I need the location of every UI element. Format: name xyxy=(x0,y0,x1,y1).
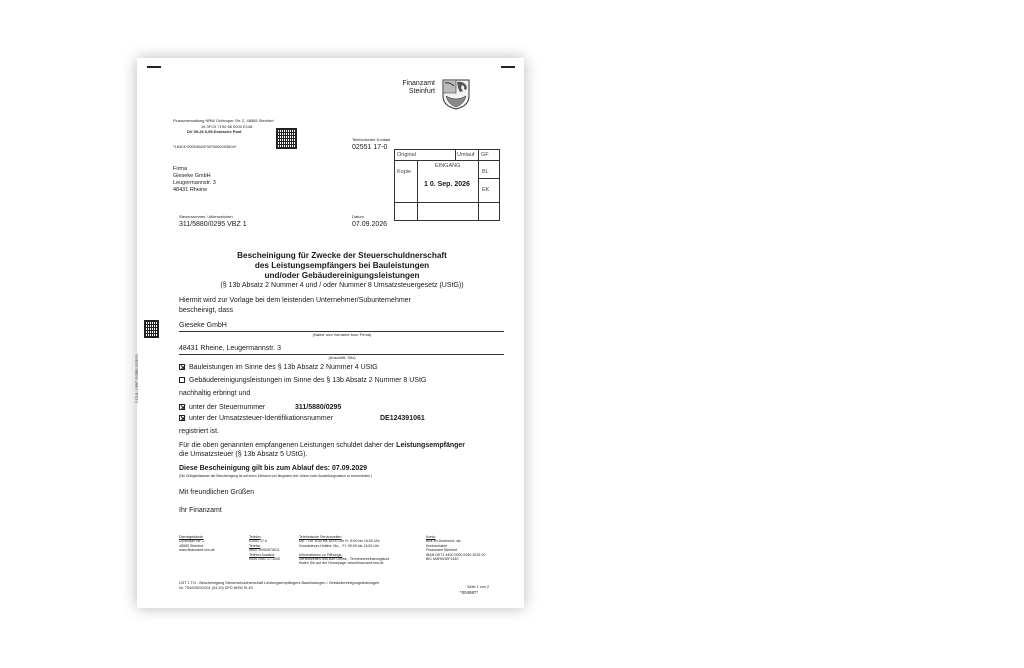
stamp-ek: EK xyxy=(482,187,490,193)
checkbox-cleaning[interactable] xyxy=(179,377,185,383)
intro-line-1: Hiermit wird zur Vorlage bei dem leistenden Unternehmer/Subunternehmer xyxy=(179,297,411,304)
office-city: Steinfurt xyxy=(408,88,435,95)
footer-intl-phone: 0049 2551 17-1200 xyxy=(249,557,281,562)
footer-service-hours: Mo. - Do. 8:00 bis 18:00 Uhr Fr. 8:00 bis 16:00 Uhr xyxy=(299,539,380,544)
nrw-horse-crest-icon xyxy=(440,78,472,110)
stamp-umlauf: Umlauf xyxy=(457,152,475,158)
footer-bank-heading: Konto xyxy=(426,535,436,539)
company-name: Gieseke GmbH xyxy=(179,322,227,329)
title-line-4: (§ 13b Absatz 2 Nummer 4 und / oder Nummer 8 Umsatzsteuergesetz (UStG)) xyxy=(220,282,464,289)
stamp-bl: BL xyxy=(482,169,489,175)
form-id-line-1: UST 1 TG - Bescheinigung Steuerschuldnerschaft Leistungsempfängers Bauleistungen / Gebäudereinigungsleistungen xyxy=(179,581,380,585)
fold-mark-right xyxy=(501,66,515,68)
footer-column-service xyxy=(299,535,389,566)
title-line-2: des Leistungsempfängers bei Bauleistungen xyxy=(254,261,430,270)
checkbox-tax-number[interactable] xyxy=(179,404,185,410)
tax-number-value: 311/5880/0295 VBZ 1 xyxy=(179,221,247,228)
option-construction xyxy=(179,364,378,372)
footer-address-street: Ochtruper Str. 2 xyxy=(179,539,205,544)
footer-bic: BIC MARKDEF1440 xyxy=(426,557,459,562)
sender-address-line: Finanzverwaltung NRW Ochtruper Str. 2, 48565 Steinfurt xyxy=(173,118,274,123)
title-line-3: und/oder Gebäudereinigungsleistungen xyxy=(264,271,420,280)
liability-line-2: die Umsatzsteuer (§ 13b Absatz 5 UStG). xyxy=(179,451,308,458)
checkbox-construction[interactable] xyxy=(179,364,185,370)
recipient-line-1: Firma xyxy=(173,166,188,172)
office-name: Finanzamt xyxy=(402,80,435,87)
form-id-line-2: Nr. 754/035/V2001 (04.20) DFD NRW St 45 xyxy=(179,586,253,590)
footer-holder-label: Kontoinhaber xyxy=(426,543,448,548)
contact-phone: 02551 17-0 xyxy=(352,144,388,151)
receipt-stamp xyxy=(394,149,500,221)
liability-line-1 xyxy=(179,442,465,450)
liability-recipient: Leistungsempfänger xyxy=(396,442,466,449)
vat-id-label: unter der Umsatzsteuer-Identifikationsnummer xyxy=(189,415,333,422)
stamp-gf: GF xyxy=(481,152,489,158)
provided-text: nachhaltig erbringt und xyxy=(179,390,251,397)
page-code: *004987* xyxy=(460,590,479,595)
side-datamatrix-code xyxy=(144,320,159,338)
contact-label: Telefonischer Kontakt xyxy=(352,137,391,142)
tax-number-label: Steuernummer / Aktenzeichen xyxy=(179,214,233,219)
footer-address-heading: Dienstgebäude xyxy=(179,535,204,539)
footer-column-address xyxy=(179,535,215,553)
footer-address-web: www.finanzamt.nrw.de xyxy=(179,548,215,553)
stamp-original: Original xyxy=(397,152,416,158)
footer-hotline: Grundsteuer-Hotline: Mo. - Fr. 09:00 bis 13:00 Uhr xyxy=(299,543,380,548)
footer-iban: IBAN DE71 4400 0000 0040 3015 00 xyxy=(426,552,486,557)
company-caption: (Name und Vorname bzw. Firma) xyxy=(312,332,372,337)
page-number: Seite 1 von 2 xyxy=(467,585,490,589)
postal-barcode-text: *16401*00003604*00*5000003604* xyxy=(173,144,237,149)
option-vat-id xyxy=(179,415,333,423)
company-address: 48431 Rheine, Leugermannstr. 3 xyxy=(179,345,281,352)
recipient-line-4: 48431 Rheine xyxy=(173,187,208,193)
footer-fax: 0800 10092675011 xyxy=(249,548,280,553)
option-cleaning xyxy=(179,377,426,385)
datamatrix-code xyxy=(276,128,297,149)
tax-number-option-value: 311/5880/0295 xyxy=(295,404,342,411)
footer-address-city: 48565 Steinfurt xyxy=(179,543,204,548)
recipient-line-3: Leugermannstr. 3 xyxy=(173,180,216,186)
footer-column-phone xyxy=(249,535,280,561)
postal-line: DV 09.26 0,95 Deutsche Post xyxy=(187,129,242,134)
validity-text: Diese Bescheinigung gilt bis zum Ablauf des: 07.09.2029 xyxy=(179,465,368,472)
signature: Ihr Finanzamt xyxy=(179,507,222,514)
footer-column-bank xyxy=(426,535,485,561)
footer-holder: Finanzamt Steinfurt xyxy=(426,548,458,553)
date-label: Datum xyxy=(352,214,364,219)
footer-intl-heading: Telefon Ausland xyxy=(249,552,275,557)
footer-bank-name: BBk eh Dortmund -alt- xyxy=(426,539,462,544)
postal-code-line: 16 3FC9 7190 66 0000 E148 xyxy=(201,124,253,129)
footer-service-heading: Telefonische Servicezeiten xyxy=(299,535,342,539)
option-tax-number xyxy=(179,404,265,412)
greeting: Mit freundlichen Grüßen xyxy=(179,489,255,496)
document-page xyxy=(137,58,524,608)
fold-mark-left xyxy=(147,66,161,68)
footer-info-line-2: finden Sie auf der Homepage: www.finanzamt.nrw.de xyxy=(299,561,384,566)
intro-line-2: bescheinigt, dass xyxy=(179,307,234,314)
validity-note: (Die Gültigkeitsdauer der Bescheinigung ist auf einen Zeitraum von längstens drei Jahren nach Ausstellungsdatum zu beschränken.) xyxy=(179,474,373,478)
footer-info-heading: Informationen zu Öffnungs- xyxy=(299,552,343,557)
checkbox-vat-id[interactable] xyxy=(179,415,185,421)
footer-phone-heading: Telefon xyxy=(249,535,261,539)
stamp-kopie: Kopie xyxy=(397,169,412,175)
registered-text: registriert ist. xyxy=(179,428,220,435)
vat-id-value: DE124391061 xyxy=(380,415,425,422)
option-construction-label: Bauleistungen im Sinne des § 13b Absatz 2 Nummer 4 UStG xyxy=(189,364,378,371)
tax-number-option-label: unter der Steuernummer xyxy=(189,404,266,411)
stamp-eingang: EINGANG xyxy=(435,163,461,169)
option-cleaning-label: Gebäudereinigungsleistungen im Sinne des § 13b Absatz 2 Nummer 8 UStG xyxy=(189,377,427,384)
footer-phone: 02551 17-0 xyxy=(249,539,268,544)
footer-fax-heading: Telefax xyxy=(249,543,261,548)
stamp-date: 1 0. Sep. 2026 xyxy=(424,181,470,188)
address-caption: (Anschrift, Sitz) xyxy=(328,355,356,360)
date-value: 07.09.2026 xyxy=(352,221,388,228)
liability-text: Für die oben genannten empfangenen Leistungen schuldet daher der xyxy=(179,442,397,449)
recipient-line-2: Gieseke GmbH xyxy=(173,173,211,179)
title-line-1: Bescheinigung für Zwecke der Steuerschuldnerschaft xyxy=(237,251,447,260)
footer-info-line-1: Servicezeiten und zum Online - Terminvereinbarungstool xyxy=(299,557,390,562)
side-vertical-code: 0.13.1L.1.5W7 0002B0 0003001 xyxy=(135,354,139,403)
